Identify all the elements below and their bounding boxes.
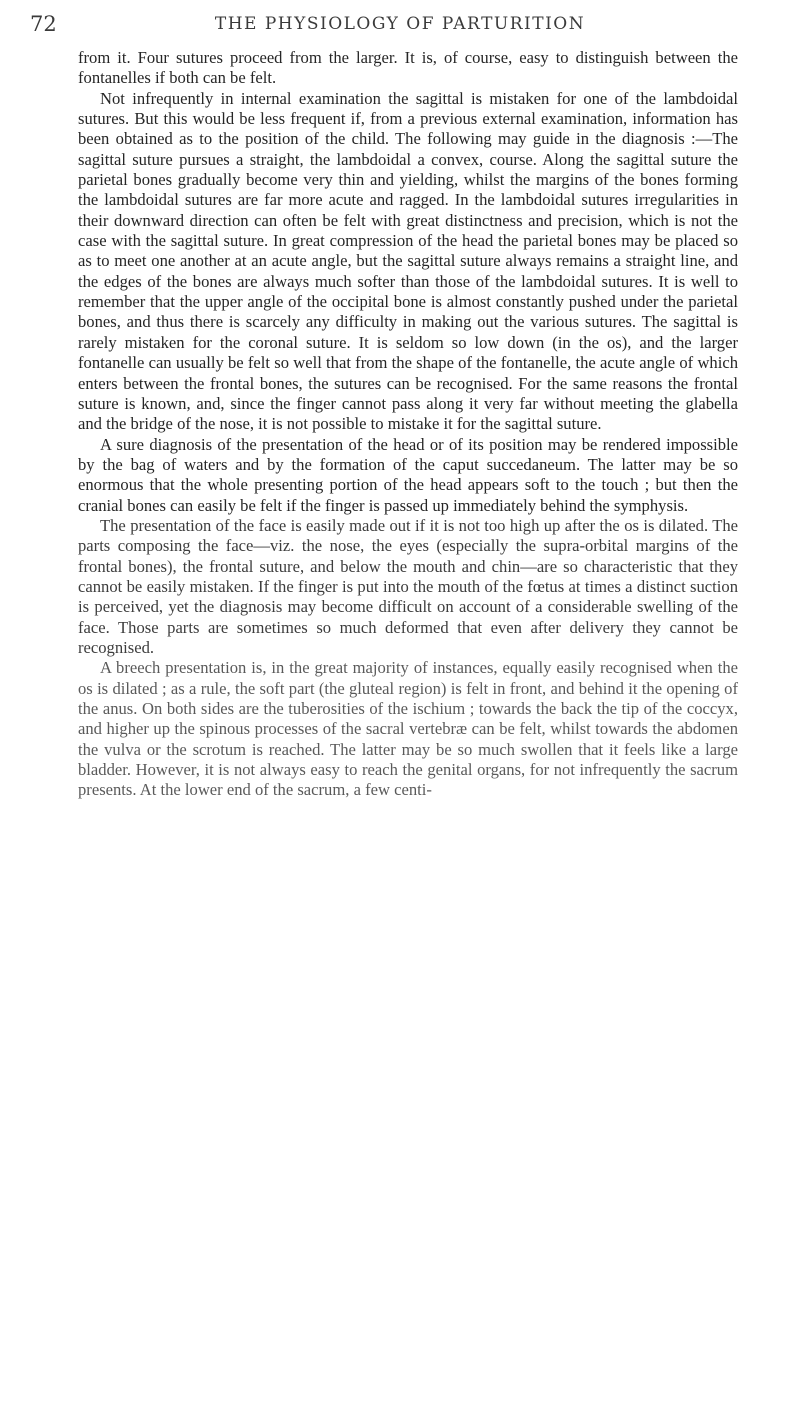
paragraph-face-presentation: The presentation of the face is easily made out if it is not too high up after the os is dilated. The parts composing the face—viz. the nose, the eyes (especially the supra-orbital margins of the frontal bones), the frontal suture, and below the mouth and chin—are so characteristic that they cannot be easily mistaken. If the finger is put into the mouth of the fœtus at times a distinct suction is perceived, yet the diagnosis may become difficult on account of a considerable swelling of the face. Those parts are sometimes so much deformed that even after delivery they cannot be recognised. [78, 515, 738, 657]
page-number: 72 [30, 12, 57, 36]
running-title: THE PHYSIOLOGY OF PARTURITION [214, 14, 586, 34]
paragraph-sutures: Not infrequently in internal examination the sagittal is mistaken for one of the lambdoidal sutures. But this would be less frequent if, from a previous external examination, information has been obtained as to the position of the child. The following may guide in the diagnosis :—The sagittal suture pursues a straight, the lambdoidal a convex, course. Along the sagittal suture the parietal bones gradually become very thin and yielding, whilst the margins of the bones forming the lambdoidal sutures are far more acute and ragged. In the lambdoidal sutures irregularities in their downward direction can often be felt with great distinctness and precision, which is not the case with the sagittal suture. In great compression of the head the parietal bones may be placed so as to meet one another at an acute angle, but the sagittal suture always remains a straight line, and the edges of the bones are always much softer than those of the lambdoidal sutures. It is well to remember that the upper angle of the occipital bone is almost constantly pushed under the parietal bones, and thus there is scarcely any difficulty in making out the various sutures. The sagittal is rarely mistaken for the coronal suture. It is seldom so low down (in the os), and the larger fontanelle can usually be felt so well that from the shape of the fontanelle, the acute angle of which enters between the frontal bones, the sutures can be recognised. For the same reasons the frontal suture is known, and, since the finger cannot pass along it very far without meeting the glabella and the bridge of the nose, it is not possible to mistake it for the sagittal suture. [78, 88, 738, 434]
paragraph-caput: A sure diagnosis of the presentation of the head or of its position may be rendered impossible by the bag of waters and by the formation of the caput succedaneum. The latter may be so enormous that the whole presenting portion of the head appears soft to the touch ; but then the cranial bones can easily be felt if the finger is passed up immediately behind the symphysis. [78, 434, 738, 515]
paragraph-continuation: from it. Four sutures proceed from the larger. It is, of course, easy to distinguish between the fontanelles if both can be felt. [78, 48, 738, 88]
body-text [78, 48, 738, 801]
paragraph-breech-presentation: A breech presentation is, in the great majority of instances, equally easily recognised when the os is dilated ; as a rule, the soft part (the gluteal region) is felt in front, and behind it the opening of the anus. On both sides are the tuberosities of the ischium ; towards the back the tip of the coccyx, and higher up the spinous processes of the sacral vertebræ can be felt, whilst towards the abdomen the vulva or the scrotum is reached. The latter may be so much swollen that it feels like a large bladder. However, it is not always easy to reach the genital organs, for not infrequently the sacrum presents. At the lower end of the sacrum, a few centi- [78, 658, 738, 800]
page-header [30, 8, 770, 38]
